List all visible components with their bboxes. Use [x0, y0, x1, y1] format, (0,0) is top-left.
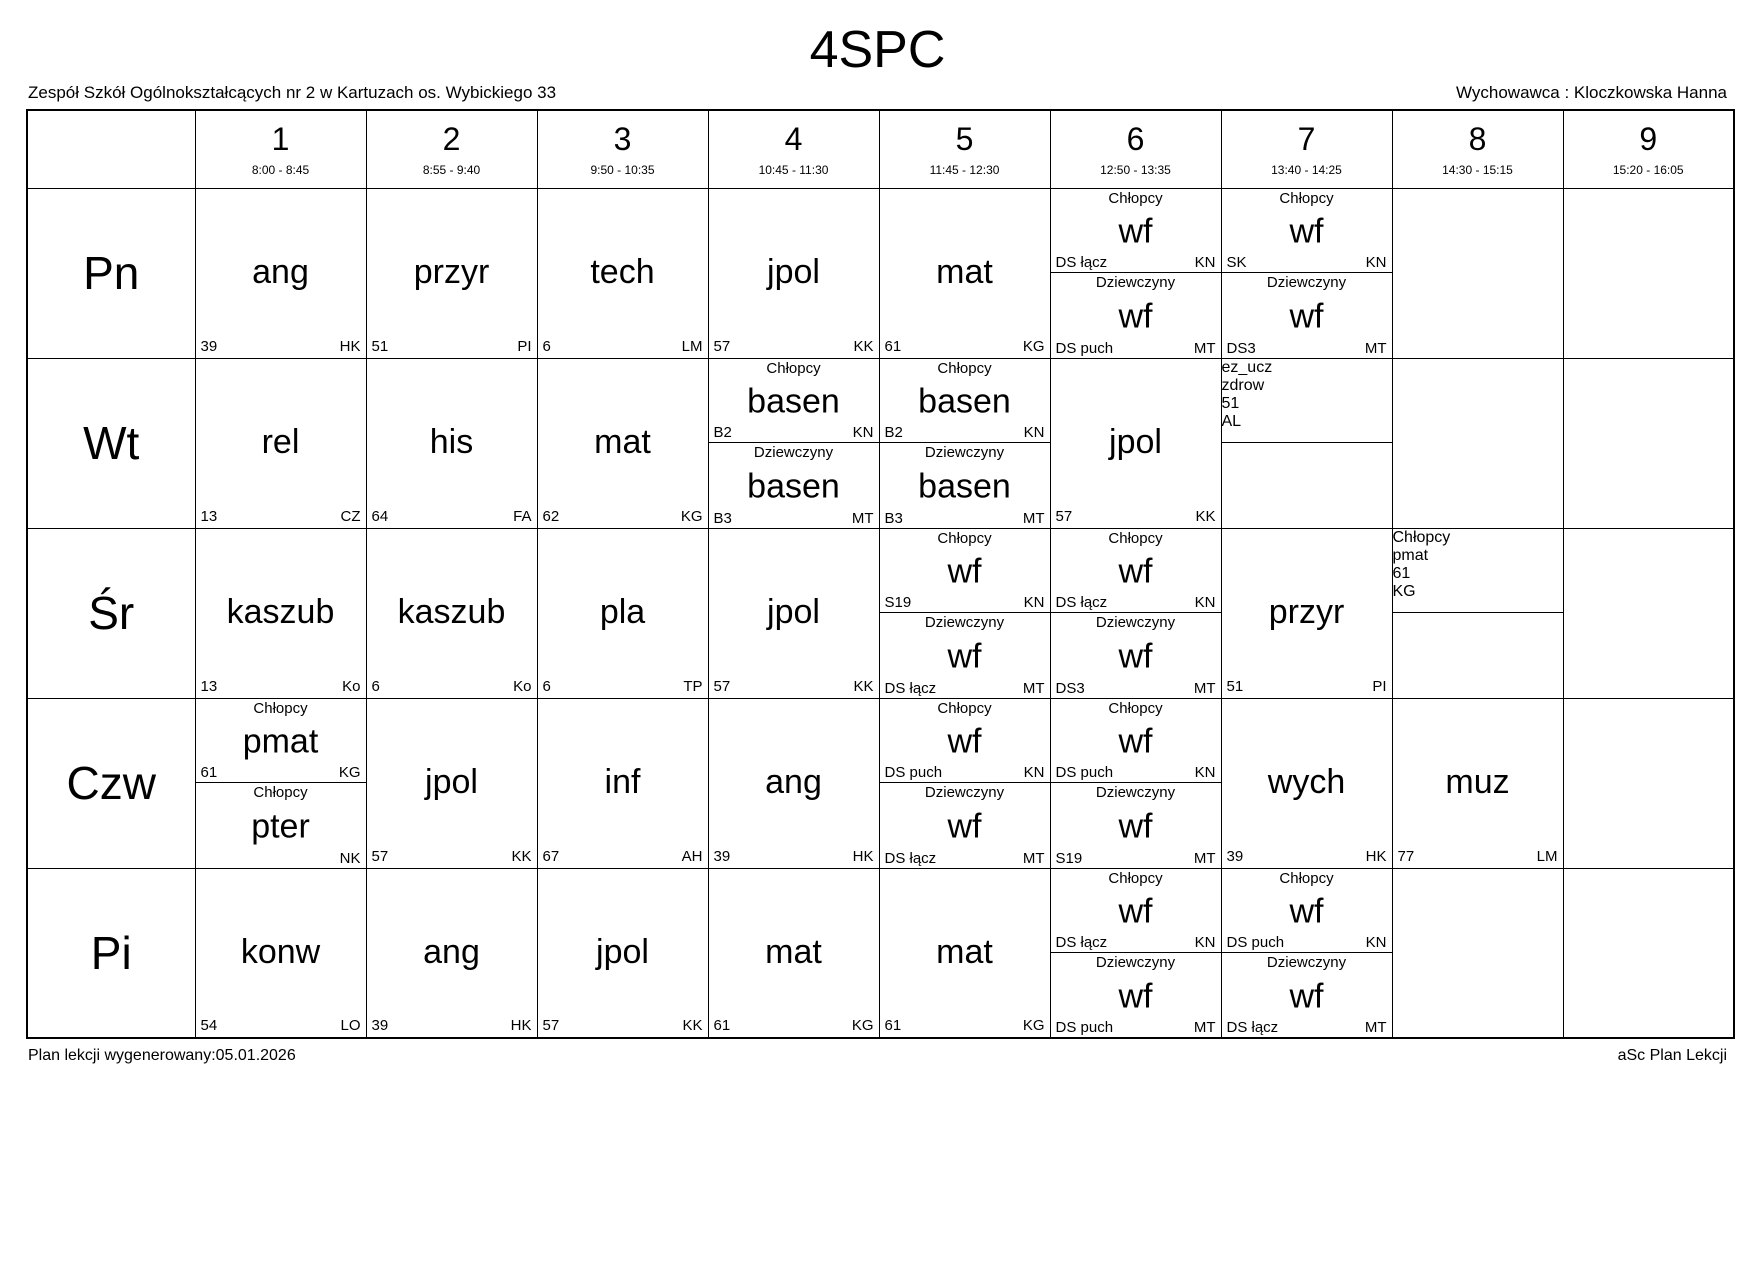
room: 6	[542, 337, 551, 355]
teacher: MT	[851, 509, 874, 527]
room: DS łącz	[1055, 594, 1108, 612]
subject: wf	[1118, 892, 1153, 931]
room: 77	[1397, 847, 1415, 865]
subject: przyr	[1268, 593, 1345, 632]
room: 39	[200, 337, 218, 355]
period-time: 11:45 - 12:30	[929, 163, 1000, 178]
subject: wych	[1267, 763, 1346, 802]
table-row	[27, 698, 1734, 868]
period-header-3	[537, 110, 708, 188]
teacher: AH	[681, 847, 703, 865]
period-number: 3	[613, 121, 632, 158]
room: 61	[884, 337, 902, 355]
room: B2	[884, 424, 903, 442]
group-label: Dziewczyny	[1266, 953, 1347, 971]
table-row	[27, 528, 1734, 698]
table-row	[27, 188, 1734, 358]
subject: wf	[1289, 212, 1324, 251]
cell-sr-3[interactable]	[537, 528, 708, 698]
subject: zdrow	[1221, 376, 1265, 394]
teacher: HK	[339, 337, 361, 355]
teacher: KN	[1194, 764, 1216, 782]
group-slot-girls[interactable]	[1222, 953, 1392, 1037]
teacher: HK	[510, 1017, 532, 1035]
teacher: KG	[1022, 337, 1045, 355]
room: 61	[1392, 564, 1411, 582]
period-header-1	[195, 110, 366, 188]
subject: pmat	[242, 722, 319, 761]
subject: wf	[1118, 977, 1153, 1016]
room: 51	[1221, 394, 1240, 412]
group-label: Chłopcy	[937, 529, 992, 547]
cell-czw-3[interactable]	[537, 698, 708, 868]
corner-cell	[27, 110, 195, 188]
group-slot-boys[interactable]	[1051, 529, 1221, 614]
cell-pn-8[interactable]	[1392, 188, 1563, 358]
group-label: Dziewczyny	[924, 784, 1005, 802]
room: 6	[371, 677, 380, 695]
room: DS3	[1055, 679, 1085, 697]
group-label: Chłopcy	[937, 699, 992, 717]
period-number: 7	[1297, 121, 1316, 158]
cell-wt-4[interactable]	[708, 358, 879, 528]
day-label-wt: Wt	[27, 358, 195, 528]
group-label: Chłopcy	[1279, 189, 1334, 207]
group-label: Chłopcy	[253, 699, 308, 717]
room: 64	[371, 507, 389, 525]
cell-pi-9[interactable]	[1563, 868, 1734, 1038]
period-time: 14:30 - 15:15	[1442, 163, 1513, 178]
group-label: Chłopcy	[1108, 529, 1163, 547]
period-header-2	[366, 110, 537, 188]
room: DS puch	[1055, 764, 1114, 782]
room: 61	[713, 1017, 731, 1035]
teacher: KN	[852, 424, 874, 442]
teacher: MT	[1022, 509, 1045, 527]
group-slot-girls[interactable]	[1051, 783, 1221, 868]
group-slot-girls[interactable]	[880, 443, 1050, 528]
period-number: 8	[1468, 121, 1487, 158]
group-slot-boys[interactable]	[1051, 699, 1221, 784]
subheader	[26, 83, 1729, 109]
subject: wf	[1118, 212, 1153, 251]
group-label: ez_ucz	[1221, 358, 1273, 376]
group-slot-boys[interactable]	[1393, 529, 1563, 614]
subject: wf	[1118, 807, 1153, 846]
cell-pn-7[interactable]	[1221, 188, 1392, 358]
teacher: KN	[1023, 424, 1045, 442]
cell-sr-4[interactable]	[708, 528, 879, 698]
subject: jpol	[425, 763, 478, 802]
subject: inf	[604, 763, 641, 802]
teacher: AL	[1221, 412, 1242, 430]
subject: basen	[747, 382, 840, 421]
cell-pi-4[interactable]	[708, 868, 879, 1038]
group-slot-boys-pmat[interactable]	[196, 699, 366, 784]
cell-pn-6[interactable]	[1050, 188, 1221, 358]
subject: wf	[1289, 297, 1324, 336]
subject: jpol	[1109, 423, 1162, 462]
teacher: LM	[681, 337, 703, 355]
room: DS puch	[1055, 339, 1114, 357]
subject: tech	[590, 253, 655, 292]
subject: wf	[1289, 977, 1324, 1016]
teacher: KG	[1392, 582, 1416, 600]
room: 54	[200, 1017, 218, 1035]
day-label-czw: Czw	[27, 698, 195, 868]
group-slot-boys[interactable]	[1051, 869, 1221, 953]
room: DS puch	[884, 764, 943, 782]
group-slot-boys[interactable]	[880, 529, 1050, 614]
period-header-5	[879, 110, 1050, 188]
teacher: MT	[1364, 1019, 1387, 1037]
cell-czw-8[interactable]	[1392, 698, 1563, 868]
teacher: MT	[1022, 849, 1045, 867]
room: 13	[200, 507, 218, 525]
room: S19	[1055, 849, 1083, 867]
subject: pmat	[1392, 546, 1429, 564]
subject: wf	[1289, 892, 1324, 931]
group-slot-girls[interactable]	[1222, 273, 1392, 358]
group-slot-boys[interactable]	[1051, 189, 1221, 274]
teacher: KN	[1194, 594, 1216, 612]
teacher: Ko	[513, 677, 532, 695]
group-slot-girls[interactable]	[880, 613, 1050, 698]
room: 39	[713, 847, 731, 865]
cell-czw-6[interactable]	[1050, 698, 1221, 868]
subject: wf	[947, 552, 982, 591]
cell-wt-3[interactable]	[537, 358, 708, 528]
cell-sr-1[interactable]	[195, 528, 366, 698]
cell-czw-7[interactable]	[1221, 698, 1392, 868]
room: 62	[542, 507, 560, 525]
period-time: 15:20 - 16:05	[1612, 163, 1684, 178]
group-label: Dziewczyny	[1095, 614, 1176, 632]
teacher: MT	[1193, 849, 1216, 867]
cell-czw-1[interactable]	[195, 698, 366, 868]
cell-czw-4[interactable]	[708, 698, 879, 868]
group-label: Dziewczyny	[1095, 784, 1176, 802]
teacher: KG	[680, 507, 703, 525]
subject: ang	[423, 933, 480, 972]
period-number: 1	[271, 121, 290, 158]
cell-czw-2[interactable]	[366, 698, 537, 868]
cell-pn-5[interactable]	[879, 188, 1050, 358]
cell-pn-3[interactable]	[537, 188, 708, 358]
cell-pi-3[interactable]	[537, 868, 708, 1038]
period-header-8	[1392, 110, 1563, 188]
group-label: Chłopcy	[1392, 528, 1451, 546]
period-number: 2	[442, 121, 461, 158]
group-slot-girls[interactable]	[1051, 953, 1221, 1037]
page-title: 4SPC	[809, 21, 946, 79]
subject: pla	[599, 593, 646, 632]
subject: wf	[1118, 552, 1153, 591]
period-header-6	[1050, 110, 1221, 188]
period-time: 12:50 - 13:35	[1100, 163, 1171, 178]
period-time: 10:45 - 11:30	[758, 163, 829, 178]
cell-wt-1[interactable]	[195, 358, 366, 528]
school-name: Zespół Szkół Ogólnokształcących nr 2 w Kartuzach os. Wybickiego 33	[28, 83, 557, 103]
subject: his	[429, 423, 474, 462]
day-label-pn: Pn	[27, 188, 195, 358]
group-label: Dziewczyny	[924, 614, 1005, 632]
group-slot-boys[interactable]	[1222, 189, 1392, 274]
room: DS łącz	[1055, 933, 1108, 951]
room: 51	[1226, 677, 1244, 695]
room: 13	[200, 677, 218, 695]
period-number: 5	[955, 121, 974, 158]
subject: konw	[240, 933, 321, 972]
room: 57	[542, 1017, 560, 1035]
room: DS3	[1226, 339, 1256, 357]
subject: mat	[765, 933, 822, 972]
table-row	[27, 868, 1734, 1038]
room: 57	[713, 677, 731, 695]
teacher: KN	[1194, 933, 1216, 951]
table-row	[27, 358, 1734, 528]
room: B3	[713, 509, 732, 527]
group-slot-girls[interactable]	[709, 443, 879, 528]
timetable	[26, 109, 1735, 1039]
subject: kaszub	[226, 593, 335, 632]
room: 51	[371, 337, 389, 355]
subject: pter	[251, 807, 310, 846]
period-time: 8:00 - 8:45	[251, 163, 310, 178]
subject: mat	[936, 933, 993, 972]
room: 57	[1055, 507, 1073, 525]
teacher: KK	[511, 847, 532, 865]
tutor-name: Wychowawca : Kloczkowska Hanna	[1455, 83, 1727, 103]
group-label: Dziewczyny	[753, 444, 834, 462]
teacher: MT	[1193, 339, 1216, 357]
teacher: KN	[1023, 764, 1045, 782]
cell-sr-2[interactable]	[366, 528, 537, 698]
group-label: Dziewczyny	[1095, 953, 1176, 971]
group-label: Chłopcy	[1108, 189, 1163, 207]
subject: jpol	[596, 933, 649, 972]
room: DS łącz	[1055, 254, 1108, 272]
group-label: Chłopcy	[937, 359, 992, 377]
room: 61	[200, 764, 218, 782]
timetable-page	[0, 22, 1755, 1263]
room: DS puch	[1226, 933, 1285, 951]
cell-sr-9[interactable]	[1563, 528, 1734, 698]
room: 57	[371, 847, 389, 865]
room: B3	[884, 509, 903, 527]
cell-wt-2[interactable]	[366, 358, 537, 528]
teacher: CZ	[340, 507, 361, 525]
teacher: KG	[1022, 1017, 1045, 1035]
teacher: KK	[853, 337, 874, 355]
subject: wf	[1118, 297, 1153, 336]
teacher: Ko	[342, 677, 361, 695]
cell-pi-6[interactable]	[1050, 868, 1221, 1038]
teacher: NK	[339, 849, 361, 867]
group-label: Chłopcy	[1108, 699, 1163, 717]
period-header-7	[1221, 110, 1392, 188]
teacher: MT	[1364, 339, 1387, 357]
group-slot-boys[interactable]	[880, 699, 1050, 784]
room: 67	[542, 847, 560, 865]
teacher: HK	[852, 847, 874, 865]
subject: wf	[947, 722, 982, 761]
subject: ang	[765, 763, 822, 802]
group-label: Chłopcy	[766, 359, 821, 377]
subject: kaszub	[397, 593, 506, 632]
period-time: 13:40 - 14:25	[1271, 163, 1342, 178]
room: SK	[1226, 254, 1247, 272]
teacher: LO	[340, 1017, 361, 1035]
period-header-9	[1563, 110, 1734, 188]
subject: wf	[1118, 722, 1153, 761]
subject: mat	[936, 253, 993, 292]
subject: wf	[947, 637, 982, 676]
teacher: LM	[1536, 847, 1558, 865]
room: 39	[371, 1017, 389, 1035]
group-slot-girls[interactable]	[1051, 613, 1221, 698]
group-label: Chłopcy	[253, 784, 308, 802]
header-row	[27, 110, 1734, 188]
cell-pi-1[interactable]	[195, 868, 366, 1038]
teacher: KN	[1365, 933, 1387, 951]
teacher: MT	[1193, 1019, 1216, 1037]
period-time: 8:55 - 9:40	[422, 163, 481, 178]
group-slot-girls[interactable]	[880, 783, 1050, 868]
group-slot-boys[interactable]	[709, 359, 879, 444]
day-label-pi: Pi	[27, 868, 195, 1038]
teacher: TP	[683, 677, 703, 695]
subject: przyr	[413, 253, 490, 292]
period-number: 4	[784, 121, 803, 158]
subject: wf	[1118, 637, 1153, 676]
teacher: KN	[1194, 254, 1216, 272]
cell-pn-4[interactable]	[708, 188, 879, 358]
room: 61	[884, 1017, 902, 1035]
cell-wt-8[interactable]	[1392, 358, 1563, 528]
teacher: FA	[513, 507, 532, 525]
software-credit: aSc Plan Lekcji	[1617, 1047, 1727, 1065]
teacher: KN	[1023, 594, 1045, 612]
group-label: Chłopcy	[1279, 869, 1334, 887]
room: DS łącz	[1226, 1019, 1279, 1037]
teacher: KK	[1195, 507, 1216, 525]
cell-pi-5[interactable]	[879, 868, 1050, 1038]
room: S19	[884, 594, 912, 612]
cell-wt-7[interactable]	[1221, 358, 1392, 528]
subject: basen	[918, 467, 1011, 506]
subject: basen	[918, 382, 1011, 421]
cell-pn-1[interactable]	[195, 188, 366, 358]
cell-pi-7[interactable]	[1221, 868, 1392, 1038]
cell-wt-6[interactable]	[1050, 358, 1221, 528]
subject: wf	[947, 807, 982, 846]
group-slot-boys-pter[interactable]	[196, 783, 366, 868]
cell-wt-5[interactable]	[879, 358, 1050, 528]
teacher: PI	[1372, 677, 1387, 695]
subject: muz	[1445, 763, 1510, 802]
room: B2	[713, 424, 732, 442]
room: DS łącz	[884, 679, 937, 697]
group-label: Dziewczyny	[1095, 274, 1176, 292]
period-number: 6	[1126, 121, 1145, 158]
subject: jpol	[767, 253, 820, 292]
cell-pi-8[interactable]	[1392, 868, 1563, 1038]
cell-sr-5[interactable]	[879, 528, 1050, 698]
cell-pn-9[interactable]	[1563, 188, 1734, 358]
room: 6	[542, 677, 551, 695]
group-slot-boys[interactable]	[1222, 869, 1392, 953]
subject: rel	[261, 423, 300, 462]
room: DS łącz	[884, 849, 937, 867]
subject: ang	[252, 253, 309, 292]
teacher: KG	[338, 764, 361, 782]
teacher: KN	[1365, 254, 1387, 272]
period-time: 9:50 - 10:35	[590, 163, 655, 178]
room: 57	[713, 337, 731, 355]
day-label-sr: Śr	[27, 528, 195, 698]
footer	[26, 1039, 1729, 1065]
room: DS puch	[1055, 1019, 1114, 1037]
teacher: HK	[1365, 847, 1387, 865]
room: 39	[1226, 847, 1244, 865]
teacher: KG	[851, 1017, 874, 1035]
subject: basen	[747, 467, 840, 506]
group-label: Dziewczyny	[1266, 274, 1347, 292]
cell-sr-8[interactable]	[1392, 528, 1563, 698]
cell-sr-6[interactable]	[1050, 528, 1221, 698]
subject: mat	[594, 423, 651, 462]
teacher: KK	[682, 1017, 703, 1035]
teacher: KK	[853, 677, 874, 695]
group-label: Dziewczyny	[924, 444, 1005, 462]
group-slot-boys[interactable]	[880, 359, 1050, 444]
subject: jpol	[767, 593, 820, 632]
cell-wt-9[interactable]	[1563, 358, 1734, 528]
cell-pn-2[interactable]	[366, 188, 537, 358]
cell-czw-5[interactable]	[879, 698, 1050, 868]
group-slot-girls[interactable]	[1051, 273, 1221, 358]
cell-sr-7[interactable]	[1221, 528, 1392, 698]
teacher: MT	[1193, 679, 1216, 697]
teacher: MT	[1022, 679, 1045, 697]
teacher: PI	[517, 337, 532, 355]
group-label: Chłopcy	[1108, 869, 1163, 887]
generated-date: Plan lekcji wygenerowany:05.01.2026	[28, 1047, 296, 1065]
group-slot-ez-ucz[interactable]	[1222, 359, 1392, 444]
period-header-4	[708, 110, 879, 188]
cell-czw-9[interactable]	[1563, 698, 1734, 868]
period-number: 9	[1639, 121, 1658, 158]
cell-pi-2[interactable]	[366, 868, 537, 1038]
